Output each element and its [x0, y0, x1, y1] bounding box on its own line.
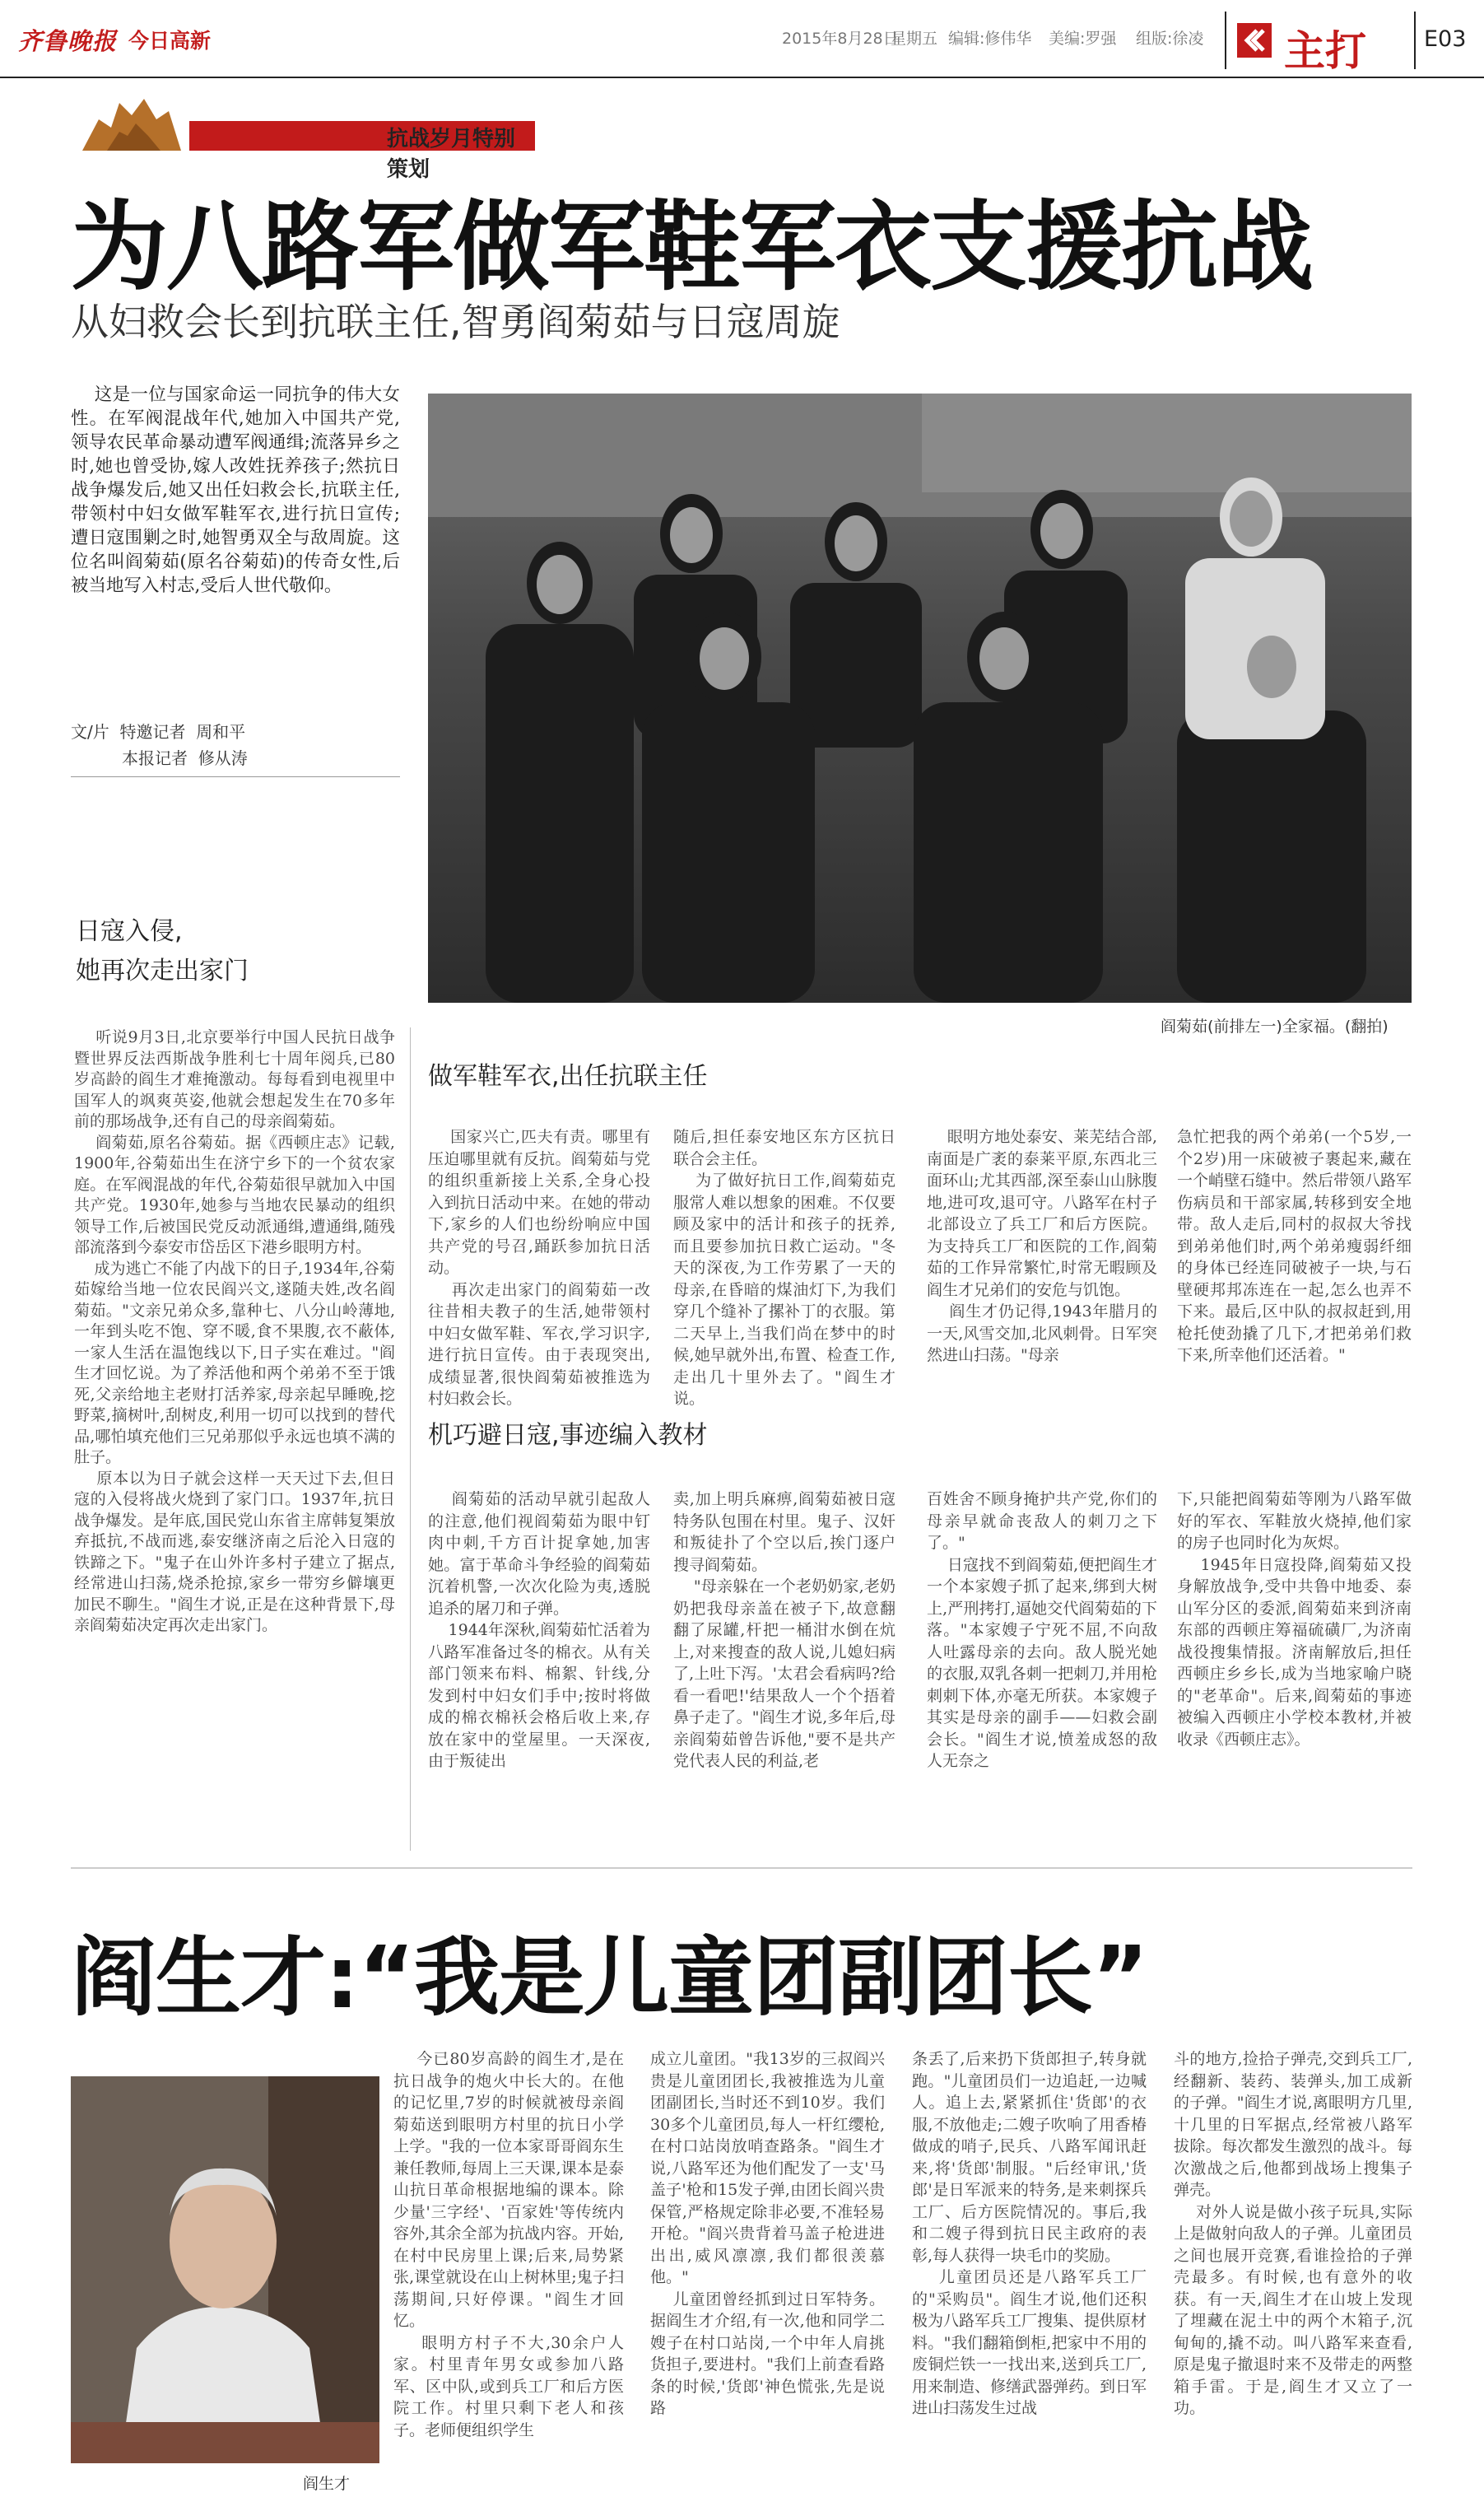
subhead-3: 机巧避日寇,事迹编入教材 [428, 1421, 708, 1450]
paper-logo: 齐鲁晚报 [18, 27, 118, 55]
article1-title: 为八路军做军鞋军衣支援抗战 [71, 190, 1313, 304]
article1-byline-1: 文/片 特邀记者 周和平 [71, 722, 246, 742]
portrait-caption: 阎生才 [303, 2475, 351, 2493]
article2-col-4: 斗的地方,捡拾子弹壳,交到兵工厂,经翻新、装药、装弹头,加工成新的子弹。"阎生才说,离眼明方几里,十几里的日军据点,经常被八路军拔除。每次都发生激烈的战斗。每次激战之后,他都到战场上搜集子弹壳。 对外人说是做小孩子玩具,实际上是做射向敌人的子弹。儿童团员之间也展开竞赛,看谁捡拾的子弹壳最多。有时候,也有意外的收获。有一天,阎生才在山坡上发现了埋藏在泥土中的两个木箱子,沉甸甸的,撬不动。叫八路军来查看,原是鬼子撤退时来不及带走的两整箱手雷。于是,阎生才又立了一功。 [1174, 2050, 1412, 2417]
lead-separator [71, 776, 400, 777]
article2-title: 阎生才:“我是儿童团副团长” [71, 1927, 1148, 2028]
subhead-1: 日寇入侵, 她再次走出家门 [76, 917, 249, 985]
issue-weekday: 星期五 [891, 30, 938, 48]
article2-col-2: 成立儿童团。"我13岁的三叔阎兴贵是儿童团团长,我被推选为儿童团副团长,当时还不到10岁。我们30多个儿童团员,每人一杆红缨枪,在村口站岗放哨查路条。"阎生才说,八路军还为他们配发了一支'马盖子'枪和15发子弹,由团长阎兴贵保管,严格规定除非必要,不准轻易开枪。"阎兴贵背着马盖子枪进进出出,威风凛凛,我们都很羡慕他。" 儿童团曾经抓到过日军特务。据阎生才介绍,有一次,他和同学二嫂子在村口站岗,一个中年人肩挑货担子,要进村。"我们上前查看路条的时候,'货郎'神色慌张,先是说路 [650, 2050, 885, 2417]
issue-date: 2015年8月28日 [782, 30, 899, 48]
article1-subtitle: 从妇救会长到抗联主任,智勇阎菊茹与日寇周旋 [71, 300, 840, 344]
article-separator [71, 1867, 1412, 1869]
page-number: E03 [1424, 26, 1467, 52]
lead-text: 这是一位与国家命运一同抗争的伟大女性。在军阀混战年代,她加入中国共产党,领导农民革命暴动遭军阀通缉;流落异乡之时,她也曾受协,嫁人改姓抚养孩子;然抗日战争爆发后,她又出任妇救会长,抗联主任,带领村中妇女做军鞋军衣,进行抗日宣传;遭日寇围剿之时,她智勇双全与敌周旋。这位名叫阎菊茹(原名谷菊茹)的传奇女性,后被当地写入村志,受后人世代敬仰。 [71, 384, 400, 596]
section2-col-3: 眼明方地处泰安、莱芜结合部,南面是广袤的泰莱平原,东西北三面环山;尤其西部,深至泰山山脉腹地,进可攻,退可守。八路军在村子北部设立了兵工厂和后方医院。为支持兵工厂和医院的工作,阎菊茹的工作异常繁忙,时常无暇顾及阎生才兄弟们的安危与饥饱。 阎生才仍记得,1943年腊月的一天,风雪交加,北风刺骨。日军突然进山扫荡。"母亲 [927, 1128, 1157, 1364]
article1-left-column: 听说9月3日,北京要举行中国人民抗日战争暨世界反法西斯战争胜利七十周年阅兵,已80岁高龄的阎生才难掩激动。每每看到电视里中国军人的飒爽英姿,他就会想起发生在70多年前的那场战争,还有自己的母亲阎菊茹。 阎菊茹,原名谷菊茹。据《西顿庄志》记载,1900年,谷菊茹出生在济宁乡下的一个贫农家庭。在军阀混战的年代,谷菊茹很早就加入中国共产党。1930年,她参与当地农民暴动的组织领导工作,后被国民党反动派通缉,遭通缉,随残部流落到今泰安市岱岳区下港乡眼明方村。 成为逃亡不能了内战下的日子,1934年,谷菊茹嫁给当地一位农民阎兴文,遂随夫姓,改名阎菊茹。"文亲兄弟众多,靠种七、八分山岭薄地,一年到头吃不饱、穿不暖,食不果腹,衣不蔽体,一家人生活在温饱线以下,日子实在难过。"阎生才回忆说。为了养活他和两个弟弟不至于饿死,父亲给地主老财打活养家,母亲起早睡晚,挖野菜,摘树叶,刮树皮,利用一切可以找到的替代品,哪怕填充他们三兄弟那似乎永远也填不满的肚子。 原本以为日子就会这样一天天过下去,但日寇的入侵将战火烧到了家门口。1937年,抗日战争爆发。是年底,国民党山东省主席韩复榘放弃抵抗,不战而逃,泰安继济南之后沦入日寇的铁蹄之下。"鬼子在山外许多村子建立了据点,经常进山扫荡,烧杀抢掠,家乡一带穷乡僻壤更加民不聊生。"阎生才说,正是在这种背景下,母亲阎菊茹决定再次走出家门。 [74, 1028, 395, 1634]
portrait-figure [71, 2076, 379, 2463]
column-name: 主打 [1284, 27, 1366, 75]
section3-col-4: 下,只能把阎菊茹等刚为八路军做好的军衣、军鞋放火烧掉,他们家的房子也同时化为灰烬。 1945年日寇投降,阎菊茹又投身解放战争,受中共鲁中地委、泰山军分区的委派,阎菊茹来到济南东部的西顿庄筹福硫磺厂,为济南战役搜集情报。济南解放后,担任西顿庄乡乡长,成为当地家喻户晓的"老革命"。后来,阎菊茹的事迹被编入西顿庄小学校本教材,并被收录《西顿庄志》。 [1177, 1490, 1412, 1749]
section-name: 今日高新 [128, 29, 212, 53]
section2-col-2: 随后,担任泰安地区东方区抗日联合会主任。 为了做好抗日工作,阎菊茹克服常人难以想象的困难。不仅要顾及家中的活计和孩子的抚养,而且要参加抗日救亡运动。"冬天的深夜,为工作劳累了一天的母亲,在昏暗的煤油灯下,为我们穿几个缝补了摞补丁的衣服。第二天早上,当我们尚在梦中的时候,她早就外出,布置、检查工作,走出几十里外去了。"阎生才说。 [673, 1128, 896, 1408]
family-photo-caption: 阎菊茹(前排左一)全家福。(翻拍) [1161, 1018, 1389, 1036]
article1-lead [71, 383, 400, 598]
section2-col-1: 国家兴亡,匹夫有责。哪里有压迫哪里就有反抗。阎菊茹与党的组织重新接上关系,全身心投入到抗日活动中来。在她的带动下,家乡的人们也纷纷响应中国共产党的号召,踊跃参加抗日活动。 再次走出家门的阎菊茹一改往昔相夫教子的生活,她带领村中妇女做军鞋、军衣,学习识字,进行抗日宣传。由于表现突出,成绩显著,很快阎菊茹被推选为村妇救会长。 [428, 1128, 650, 1408]
section2-col-4: 急忙把我的两个弟弟(一个5岁,一个2岁)用一床破被子裹起来,藏在一个峭壁石缝中。然后带领八路军伤病员和干部家属,转移到安全地带。敌人走后,同村的叔叔大爷找到弟弟他们时,两个弟弟瘦弱纤细的身体已经连同破被子一块,与石壁硬邦邦冻连在一起,怎么也弄不下来。最后,区中队的叔叔赶到,用枪托使劲撬了几下,才把弟弟们救下来,所幸他们还活着。" [1177, 1128, 1412, 1364]
portrait-photo [71, 2076, 379, 2463]
masthead-vertical-rule-2 [1414, 12, 1416, 69]
article2-col-3: 条丢了,后来扔下货郎担子,转身就跑。"儿童团员们一边追赶,一边喊人。追上去,紧紧抓住'货郎'的衣服,不放他走;二嫂子吹响了用香椿做成的哨子,民兵、八路军闻讯赶来,将'货郎'制服。"后经审讯,'货郎'是日军派来的特务,是来刺探兵工厂、后方医院情况的。事后,我和二嫂子得到抗日民主政府的表彰,每人获得一块毛巾的奖励。 儿童团员还是八路军兵工厂的"采购员"。阎生才说,他们还积极为八路军兵工厂搜集、提供原材料。"我们翻箱倒柜,把家中不用的废铜烂铁一一找出来,送到兵工厂,用来制造、修缮武器弹药。到日军进山扫荡发生过战 [912, 2050, 1147, 2417]
monument-icon [74, 86, 189, 152]
layout-credit: 组版:徐凌 [1136, 30, 1204, 48]
family-photo [428, 394, 1412, 1003]
family-photo-figures [428, 394, 1412, 1003]
masthead-rule [0, 77, 1484, 78]
section3-col-3: 百姓舍不顾身掩护共产党,你们的母亲早就命丧敌人的刺刀之下了。" 日寇找不到阎菊茹,便把阎生才一个本家嫂子抓了起来,绑到大树上,严刑拷打,逼她交代阎菊茹的下落。"本家嫂子宁死不屈,不向敌人吐露母亲的去向。敌人脱光她的衣服,双乳各刺一把刺刀,并用枪刺刺下体,亦毫无所获。本家嫂子其实是母亲的副手——妇救会副会长。"阎生才说,愤羞成怒的敌人无奈之 [927, 1490, 1157, 1770]
editor-credit: 编辑:修伟华 [948, 30, 1032, 48]
masthead-vertical-rule [1225, 12, 1226, 69]
art-credit: 美编:罗强 [1049, 30, 1117, 48]
masthead [0, 0, 1484, 78]
article1-byline-2: 本报记者 修从涛 [122, 748, 248, 768]
section3-col-2: 卖,加上明兵麻痹,阎菊茹被日寇特务队包围在村里。鬼子、汉奸和叛徒扑了个空以后,挨门逐户搜寻阎菊茹。 "母亲躲在一个老奶奶家,老奶奶把我母亲盖在被子下,故意翻翻了尿罐,杆把一桶泔水倒在炕上,对来搜查的敌人说,儿媳妇病了,上吐下泻。'太君会看病吗?给看一看吧!'结果敌人一个个捂着鼻子走了。"阎生才说,多年后,母亲阎菊茹曾告诉他,"要不是共产党代表人民的利益,老 [673, 1490, 896, 1770]
article2-col-1: 今已80岁高龄的阎生才,是在抗日战争的炮火中长大的。在他的记忆里,7岁的时候就被母亲阎菊茹送到眼明方村里的抗日小学上学。"我的一位本家哥哥阎东生兼任教师,每周上三天课,课本是泰山抗日革命根据地编的课本。除少量'三字经'、'百家姓'等传统内容外,其余全部为抗战内容。开始,在村中民房里上课;后来,局势紧张,课堂就设在山上树林里;鬼子扫荡期间,只好停课。"阎生才回忆。 眼明方村子不大,30余户人家。村里青年男女或参加八路军、区中队,或到兵工厂和后方医院工作。村里只剩下老人和孩子。老师便组织学生 [393, 2050, 624, 2439]
arrow-left-icon [1237, 23, 1272, 58]
subhead-2: 做军鞋军衣,出任抗联主任 [428, 1062, 708, 1091]
left-column-divider [410, 1027, 411, 1851]
section3-col-1: 阎菊茹的活动早就引起敌人的注意,他们视阎菊茹为眼中钉肉中刺,千方百计捉拿她,加害她。富于革命斗争经验的阎菊茹沉着机警,一次次化险为夷,透脱追杀的屠刀和子弹。 1944年深秋,阎菊茹忙活着为八路军准备过冬的棉衣。从有关部门领来布料、棉絮、针线,分发到村中妇女们手中;按时将做成的棉衣棉袄会格后收上来,存放在家中的堂屋里。一天深夜,由于叛徒出 [428, 1490, 650, 1770]
series-banner [74, 86, 535, 182]
series-label: 抗战岁月特别策划 [387, 127, 516, 182]
